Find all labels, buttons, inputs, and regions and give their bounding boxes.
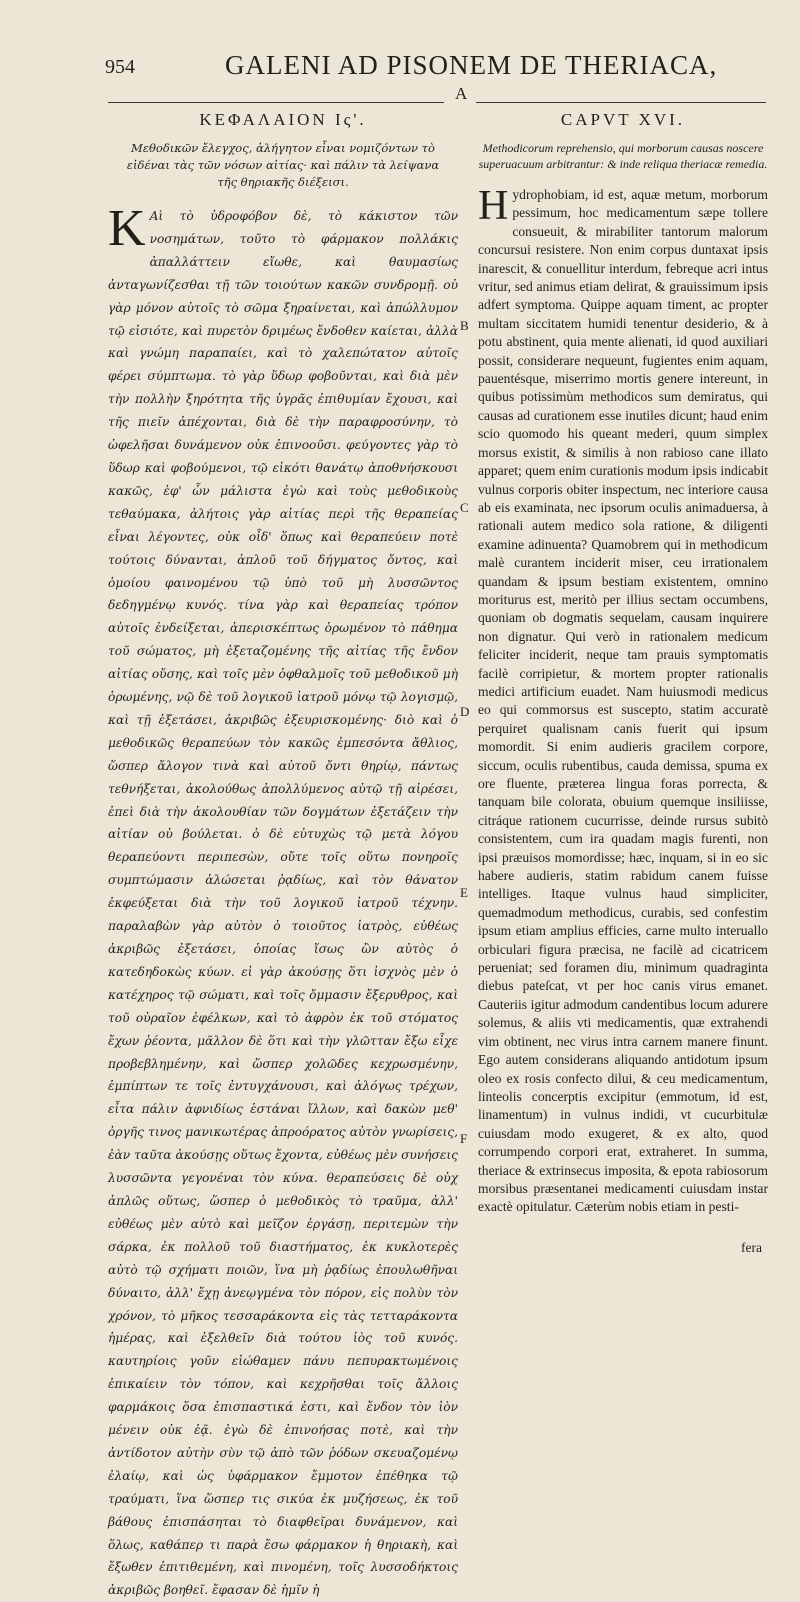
margin-letter-d: D [460,704,470,719]
latin-dropcap: H [478,183,509,229]
margin-letter-b: B [460,318,469,333]
greek-body [108,200,458,1602]
page-number: 954 [105,56,135,78]
running-title: GALENI AD PISONEM DE THERIACA, [225,50,718,80]
margin-letter-e: E [460,885,468,900]
latin-body [478,183,768,1217]
latin-chapter-summary: Methodicorum reprehensio, qui morborum causas noscere superuacuum arbitrantur: & inde reliqua theriacæ remedia. [478,141,768,171]
section-marker: A [455,84,468,103]
greek-chapter-summary: Μεθοδικῶν ἔλεγχος, ἀλήγητον εἶναι νομιζόντων τὸ εἰδέναι τὰς τῶν νόσων αἰτίας· καὶ πάλιν τὰ λείψανα τῆς θηριακῆς διέξεισι. [126,141,440,189]
header-rule-right [476,102,766,103]
latin-column [478,110,768,1217]
latin-chapter-title: CAPVT XVI. [560,110,686,129]
margin-letter-c: C [460,500,469,515]
header-rule-left [108,102,444,103]
greek-dropcap: Κ [108,200,146,257]
margin-letter-f: F [460,1131,468,1146]
latin-body-text: ydrophobiam, id est, aquæ metum, morborum pessimum, hoc medicamentum sæpe tollere consueuit, & mirabiliter tantorum malorum concursui resistere. Non enim corpus duntaxat ipsis inarescit, & conuellitur interdum, febreque acri intus vritur, sed animus etiam delirat, & grauissimum ipsis adfert symptoma. Quippe aquam timent, ac propter multam siccitatem humidi tenentur desiderio, & à potu abstinent, quia mente alienati, id quod auxiliari possit, considerare nequeunt, fugientes enim aquam, pauentésque, miserrimo mortis genere intereunt, in quibus potissimùm methodicos sum demiratus, qui causas ad curationem esse inutiles dicunt; haud enim scio quomodo his queant mederi, quum simplex morsus existit, & similis à non rabioso cane illato apparet; quem enim curationis modum ipsis indicabit vulnus corporis obiter inspectum, nec interiore causa ab eis examinata, nec ipsorum oculis animaduersa, à rationali autem medico sola ratione, & diligenti examine adinuenta? Quamobrem qui in methodicum malè curantem inciderit miser, ceu irrationalem quandam & ipsum bestiam existentem, omnino moriturus est, meritò per illius sectam occumbens, quoniam ob dogmatis sequelam, causam inquirere non dignatur. Qui verò in rationalem medicum feliciter inciderit, neque tam prauis symptomatis facilè corripietur, & mortem propter rationalis medici artificium euadet. Nam huiusmodi medicus eo qui commorsus est suscepto, statim accuratè perquiret qualisnam canis fuerit qui ipsum momordit. Si enim audieris gracilem corpore, siccum, oculis rubentibus, cauda demissa, spuma ex ore fluente, præterea lingua foras porrecta, & tanquam bile colorata, obuium quemque insiliisse, citráque rationem cucurrisse, deinde rursus subitò consistentem, cum ira quadam magis furenti, non ipsi præuisos momordisse; hæc, inquam, si in eo sic habere audieris, statim rabidum canem fuisse intelliges. Itaque vulnus haud simpliciter, quemadmodum methodicus, curabis, sed confestim ipsum etiam amplius efficies, carne multo interuallo orbiculari figura præcisa, ne facilè ad cicatricem perueniat; sed foramen diu, minimum quadraginta diebus pateſcat, vt per hoc canis virus emanet. Cauteriis igitur admodum candentibus locum adurere solemus, & aliis vti medicamentis, quæ extrahendi vim obtinent, nec virus intra carnem manere finunt. Ego autem considerans aliquando antidotum ipsum oleo ex rosis confecto dilui, & ceu medicamentum, linteolis concerptis excipitur (emmotum, id est, linamentum) in vulnus indidi, vt cucurbitulæ cuiusdam modo exugeret, & ex alto, quod corrumpendo corpori erat, extraheret. In summa, theriace & extrinsecus imposita, & epota rabiosorum morsibus præsentanei medicamenti cuiusdam instar exactè opitulatur. Cæterùm nobis etiam in pesti- [478,187,768,1215]
greek-body-text: Aὶ τὸ ὑδροφόβον δὲ, τὸ κάκιστον τῶν νοσημάτων, τοῦτο τὸ φάρμακον πολλάκις ἀπαλλάττειν εἴωθε, καὶ θαυμασίως ἀνταγωνίζεσθαι τῇ τῶν τοιούτων κακῶν συνδρομῇ. οὐ γὰρ μόνον αὐτοῖς τὸ σῶμα ξηραίνεται, καὶ ἀπώλλυμον τῷ εἰσιότε, καὶ πυρετὸν δριμέως ἔνδοθεν καίεται, ἀλλὰ καὶ γνώμη παραπαίει, καὶ τὸ χαλεπώτατον αὐτοῖς φέρει σύμπτωμα. τὸ γὰρ ὕδωρ φοβοῦνται, καὶ διὰ μὲν τὴν πολλὴν ξηρότητα τῆς ὑγρᾶς ἐπιθυμίαν ἔχουσι, καὶ τῆς πιεῖν ἀπέχονται, διὰ δὲ τὴν παραφροσύνην, τὸ ὠφελῆσαι δυνάμενον οὐκ ἐπινοοῦσι. φεύγοντες γὰρ τὸ ὕδωρ καὶ φοβούμενοι, τῷ εἰκότι θανάτῳ ἀποθνήσκουσι κακῶς, ἐφ' ὧν μάλιστα ἐγὼ καὶ τοὺς μεθοδικοὺς τεθαύμακα, ἀλήτοις γὰρ αἰτίας περὶ τῆς θεραπείας εἶναι λέγοντες, οὐκ οἶδ' ὅπως καὶ θεραπεύειν ποτὲ τούτοις δύνανται, ἁπλοῦ τοῦ δήγματος ὄντος, καὶ ὁμοίου φαινομένου τῷ ὑπὸ τοῦ μὴ λυσσῶντος δεδηγμένῳ κυνός. τίνα γὰρ καὶ θεραπείας τρόπον αὐτοῖς ἐνδείξεται, ἀπερισκέπτως ὁρωμένον τὸ πάθημα τοῦ σώματος, μὴ ἐξεταζομένης τῆς αἰτίας τῆς ἔνδον αἰτίας οὔσης, καὶ τοῖς μὲν ὀφθαλμοῖς τοῦ μεθοδικοῦ μὴ ὁρωμένης, νῷ δὲ τοῦ λογικοῦ ἰατροῦ μόνῳ τῷ λογισμῷ, καὶ τῇ ἐξετάσει, ἀκριβῶς ἐξευρισκομένης· διὸ καὶ ὁ μεθοδικῶς θεραπεύων τὸν κακῶς ἐμπεσόντα ἄθλιος, ὥσπερ ἄλογον τινὰ καὶ αὐτοῦ ὄντι θηρίῳ, πάντως τεθνήξεται, ἀκολούθως ἀπολλύμενος αὐτῷ τῇ αἱρέσει, ἐπεὶ διὰ τὴν ἀκολουθίαν τῶν δογμάτων ἐξετάζειν τὴν αἰτίαν οὐ βούλεται. ὁ δὲ εὐτυχὼς τῷ μετὰ λόγου θεραπεύοντι περιπεσὼν, οὔτε τοῖς οὕτω πονηροῖς συμπτώμασιν ἁλώσεται ῥᾳδίως, καὶ τὸν θάνατον ἐκφεύξεται διὰ τὴν τοῦ λογικοῦ ἰατροῦ τέχνην. παραλαβὼν γὰρ αὐτὸν ὁ τοιοῦτος ἰατρὸς, εὐθέως ἀκριβῶς ἐξετάσει, ὁποίας ἴσως ὢν αὐτὸς ὁ κατεδηδοκὼς κύων. εἰ γὰρ ἀκούσῃς ὅτι ἰσχνὸς μὲν ὁ κατέχηρος τῷ σώματι, καὶ τοῖς ὄμμασιν ἔξερυθρος, καὶ τοῦ οὐραῖον ἐφέλκων, καὶ τὸ ἀφρὸν ἐκ τοῦ στόματος ἔχων ῥέοντα, μᾶλλον δὲ ὅτι καὶ τὴν γλῶτταν ἔξω εἶχε προβεβλημένην, καὶ ὥσπερ χολῶδες κεχρωσμένην, ἐμπίπτων τε τοῖς ἐντυγχάνουσι, καὶ ἀλόγως τρέχων, εἶτα πάλιν ἀφνιδίως ἑστάναι ἴλλων, καὶ δακὼν μεθ' ὀργῆς τινος μανικωτέρας ἀπροόρατος αὐτὸν γνωρίσεις, ἐὰν ταῦτα ἀκούσῃς οὕτως ἔχοντα, εὐθέως μὲν συνήσεις λυσσῶντα γεγονέναι τὸν κύνα. θεραπεύσεις δὲ οὐχ ἁπλῶς οὕτως, ὥσπερ ὁ μεθοδικὸς τὸ τραῦμα, ἀλλ' εὐθέως μὲν αὐτὸ καὶ μεῖζον ἐργάσῃ, περιτεμὼν τὴν σάρκα, ἐκ πολλοῦ τοῦ διαστήματος, ἐκ κυκλοτερὲς αὐτὸ τῷ σχήματι ποιῶν, ἵνα μὴ ῥᾳδίως ἐπουλωθῆναι δύναιτο, ἀλλ' ἔχῃ ἀνεῳγμένα τὸν πόρον, εἰς πολὺν τὸν χρόνον, τὸ μῆκος τεσσαράκοντα εἰς τὰς τετταράκοντα ἡμέρας, καὶ ἐξελθεῖν διὰ τούτου ἰὸς τοῦ κυνός. καυτηρίοις γοῦν εἰώθαμεν πάνυ πεπυρακτωμένοις ἐπικαίειν τὸν τόπον, καὶ κεχρῆσθαι τοῖς ἄλλοις φαρμάκοις ὅσα ἐπισπαστικά ἐστι, καὶ ἔνδον τὸν ἰὸν μένειν οὐκ ἐᾷ. ἐγὼ δὲ ἐπινοήσας ποτὲ, καὶ τὴν ἀντίδοτον αὐτὴν σὺν τῷ ἀπὸ τῶν ῥόδων σκευαζομένῳ ἐλαίῳ, καὶ ὡς ὑφάρμακον ἔμμοτον ἐπέθηκα τῷ τραύματι, ἵνα ὥσπερ τις σικύα ἐκ μυζήσεως, ἐκ τοῦ βάθους ἐπισπάσηται τὸ διαφθεῖραι δυνάμενον, καὶ ὅλως, καθάπερ τι παρὰ ἔσω φάρμακον ἡ θηριακὴ, καὶ ἔξωθεν ἐπιτιθεμένη, καὶ πινομένη, τοῖς λυσσοδήκτοις ἀκριβῶς βοηθεῖ. ἔφασαν δὲ ἡμῖν ἡ [108,209,458,1598]
greek-chapter-title: ΚΕΦΑΛΑΙΟΝ Ις'. [199,110,367,129]
page-header [105,48,800,103]
catchword: fera [741,1240,762,1255]
greek-column [108,110,458,1602]
